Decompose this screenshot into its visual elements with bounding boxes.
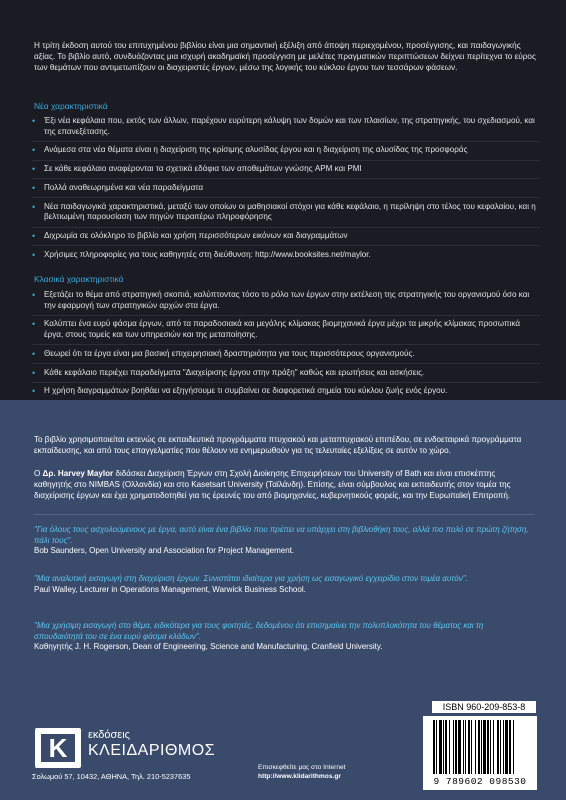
testimonial [34,574,534,595]
list-item: • Καλύπτει ένα ευρύ φάσμα έργων, από τα παραδοσιακά και μεγάλης κλίμακας βιομηχανικά έργα μέχρι τα μικρής κλίμακας προσωπικά έργα, στους τομείς και των υπηρεσιών και της μεταποίησης. [32,319,540,345]
barcode-bars [431,720,529,776]
barcode-bar [443,720,444,774]
new-features-heading: Νέα χαρακτηριστικά [34,101,108,111]
testimonial-text: "Για όλους τους ασχολούμενους με έργα, αυτό είναι ένα βιβλίο που πρέπει να υπάρχει στη βιβλιοθήκη τους, αλλά πιο πολύ σε πρώτη ζήτηση, πάλι τους". [34,525,529,545]
barcode-bar [468,720,470,774]
isbn-label: ISBN 960-209-853-8 [432,701,536,713]
bullet-icon: • [32,386,36,397]
barcode-bar [505,720,508,774]
bullet-icon: • [32,348,36,359]
publisher-logo-icon [35,728,81,768]
barcode-bar [503,720,504,774]
bullet-icon: • [32,249,36,260]
bullet-icon: • [32,201,36,212]
new-features-list [32,116,540,268]
barcode-bar [439,720,442,774]
barcode-bar [445,720,447,774]
barcode-bar [493,720,494,774]
barcode-bar [463,720,464,774]
barcode-bar [455,720,457,774]
testimonial-text: "Μια χρήσιμη εισαγωγή στο θέμα, ειδικότερα για τους φοιτητές, δεδομένου ότι επισημαίνει την πολυπλοκότητα του θέματος και τη σπουδαιότητά του σε ένα ευρύ φάσμα κλάδων". [34,621,484,641]
bullet-icon: • [32,290,36,300]
website-link[interactable]: http://www.klidarithmos.gr [258,773,341,780]
bullet-icon: • [32,367,36,378]
audience-paragraph: Το βιβλίο χρησιμοποιείται εκτενώς σε εκπαιδευτικά προγράμματα πτυχιακού και μεταπτυχιακού επιπέδου, σε ενδοεταιρικά προγράμματα εκπαίδευσης, και από τους επαγγελματίες που θέλουν να ενημερωθούν για τις τελευταίες εξελίξεις σε αυτόν το χώρο. [34,435,522,455]
svg-text:K: K [48,733,68,763]
bullet-icon: • [32,319,36,330]
barcode-bar [478,720,480,774]
list-item: • Κάθε κεφάλαιο περιέχει παραδείγματα "Διαχείρισης έργου στην πράξη" καθώς και ερωτήσεις και ασκήσεις. [32,368,540,383]
publisher-name: ΚΛΕΙΔΑΡΙΘΜΟΣ [88,742,216,759]
list-item: • Ανάμεσα στα νέα θέματα είναι η διαχείριση της κρίσιμης αλυσίδας έργου και η διαχείριση της αλυσίδας της προσφοράς [32,145,540,160]
barcode-bar [475,720,476,774]
list-item: • Θεωρεί ότι τα έργα είναι μια βασική επιχειρησιακή δραστηριότητα για τους περισσότερους οργανισμούς. [32,349,540,364]
website-label: Επισκεφθείτε μας στο Internet [258,764,346,771]
classic-features-list [32,290,540,404]
barcode-bar [436,720,437,774]
list-item: • Σε κάθε κεφάλαιο αναφέρονται τα σχετικά εδάφια των αποθεμάτων γνώσης APM και PMI [32,164,540,179]
divider [34,514,534,515]
bullet-icon: • [32,231,36,242]
testimonial [34,525,534,557]
barcode-bar [453,720,454,774]
barcode-bar [465,720,466,774]
publisher-address: Σολωμού 57, 10432, ΑΘΗΝΑ, Τηλ. 210-5237635 [32,772,191,781]
list-item: • Εξετάζει το θέμα από στρατηγική σκοπιά, καλύπτοντας τόσο το ρόλο των έργων στην εκτέλεση της στρατηγικής του οργανισμού όσο και την εφαρμογή των στρατηγικών αρχών στα έργα. [32,290,540,316]
barcode-bar [449,720,450,774]
list-item: • Πολλά αναθεωρημένα και νέα παραδείγματα [32,183,540,198]
intro-paragraph: Η τρίτη έκδοση αυτού του επιτυχημένου βιβλίου είναι μια σημαντική εξέλιξη από άποψη περιεχομένου, προσέγγισης, και παιδαγωγικής αξίας. Το βιβλίο αυτό, συνδυάζοντας μια ισχυρή ακαδημαϊκή προσέγγιση με μελέτες πραγματικών περιπτώσεων δείχνει περίτεχνα το εύρος των θεμάτων που αντιμετωπίζουν οι διαχειριστές έργων, μέσω της λογικής του κύκλου έργου των τεσσάρων φάσεων. [34,41,536,73]
publisher-label: εκδόσεις [88,729,130,741]
testimonial [34,621,534,653]
testimonial-attribution: Bob Saunders, Open University and Association for Project Management. [34,546,295,556]
bullet-icon: • [32,145,36,156]
barcode-bar [458,720,461,774]
barcode-bar [513,720,514,774]
list-item: • Η χρήση διαγραμμάτων βοηθάει να εξηγήσουμε τι συμβαίνει σε διαφορετικά σημεία του κύκλου ζωής ενός έργου. [32,386,448,397]
bullet-icon: • [32,164,36,175]
list-item: • Έξι νέα κεφάλαια που, εκτός των άλλων, παρέχουν ευρύτερη κάλυψη των δομών και των πλαισίων, της στρατηγικής, του σχεδιασμού, και της επανεξέτασης. [32,116,540,142]
testimonial-attribution: Καθηγητής J. H. Rogerson, Dean of Engineering, Science and Manufacturing, Cranfield University. [34,642,383,652]
barcode-bar [487,720,489,774]
author-name: Δρ. Harvey Maylor [42,469,114,478]
list-item: • Διχρωμία σε ολόκληρο το βιβλίο και χρήση περισσότερων εικόνων και διαγραμμάτων [32,231,540,246]
barcode-digits: 9 789602 098530 [433,776,527,787]
barcode-bar [490,720,491,774]
barcode-bar [500,720,501,774]
barcode-bar [471,720,472,774]
author-paragraph: Ο Δρ. Harvey Maylor διδάσκει Διαχείριση Έργων στη Σχολή Διοίκησης Επιχειρήσεων του University of Bath και είναι επισκέπτης καθηγητής στο NIMBAS (Ολλανδία) και στο Kasetsart University (Ταϊλάνδη). Επίσης, είναι σύμβουλος και εκπαιδευτής στον τομέα της διαχείρισης έργων και έχει χρηματοδοτηθεί για τις έρευνές του από βιομηχανίες, κυβερνητικούς φορείς, και την Ευρωπαϊκή Επιτροπή. [34,469,511,500]
list-item: • Χρήσιμες πληροφορίες για τους καθηγητές στη διεύθυνση: http://www.booksites.net/maylor. [32,249,371,260]
barcode-bar [481,720,482,774]
testimonial-text: "Μια αναλυτική εισαγωγή στη διαχείριση έργων. Συνιστάται ιδιαίτερα για χρήση ως εισαγωγικό εγχειρίδιο στον τομέα αυτόν". [34,574,468,583]
list-item: • Νέα παιδαγωγικά χαρακτηριστικά, μεταξύ των οποίων οι μαθησιακοί στόχοι για κάθε κεφάλαιο, η περίληψη στο τέλος του κεφαλαίου, και η βελτιωμένη παρουσίαση των πηγών περαιτέρω πληροφόρησης [32,202,540,228]
bullet-icon: • [32,182,36,193]
barcode [423,716,537,790]
bullet-icon: • [32,116,36,126]
barcode-bar [433,720,435,774]
testimonial-attribution: Paul Walley, Lecturer in Operations Management, Warwick Business School. [34,584,306,594]
barcode-bar [509,720,511,774]
classic-features-heading: Κλασικά χαρακτηριστικά [34,274,124,284]
barcode-bar [497,720,499,774]
barcode-bar [483,720,486,774]
